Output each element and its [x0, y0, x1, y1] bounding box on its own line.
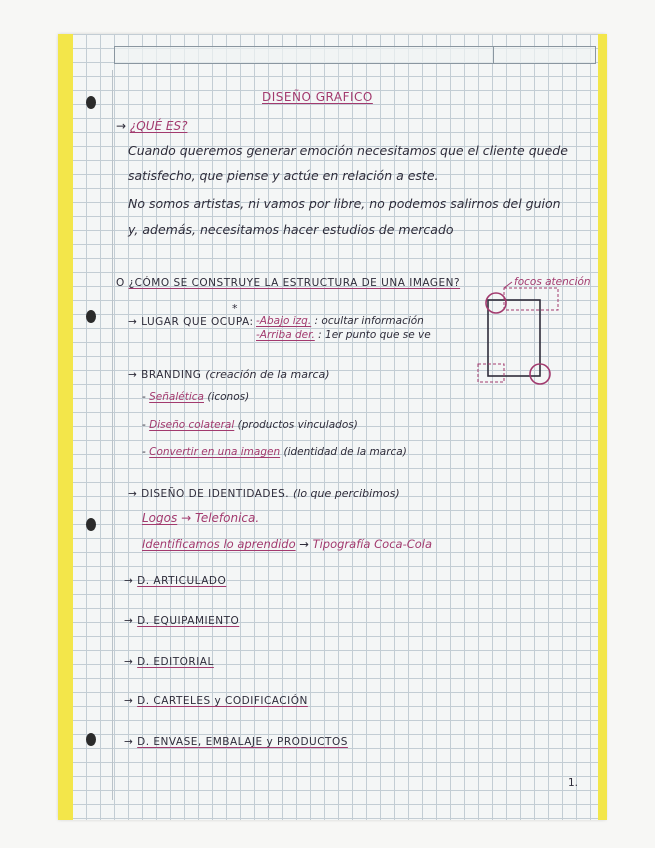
branding-heading: → BRANDING (creación de la marca): [128, 368, 330, 381]
star-mark: *: [232, 302, 238, 315]
paragraph-line: Cuando queremos generar emoción necesitamos que el cliente quede: [128, 143, 568, 158]
section-heading-que-es: → ¿QUÉ ES?: [116, 119, 188, 133]
highlight-strip-right: [598, 34, 607, 820]
design-type-item: → D. EQUIPAMIENTO: [124, 615, 240, 627]
paragraph-line: y, además, necesitamos hacer estudios de mercado: [128, 222, 454, 237]
lugar-heading: → LUGAR QUE OCUPA:: [128, 316, 254, 328]
focus-points-diagram: [474, 280, 590, 390]
highlight-strip-left: [58, 34, 73, 820]
branding-item: - Convertir en una imagen (identidad de la marca): [142, 446, 407, 458]
punch-hole: [86, 96, 96, 109]
page-number: 1.: [568, 777, 579, 789]
branding-item: - Señalética (iconos): [142, 391, 250, 403]
lugar-line-1: -Abajo izq. : ocultar información: [256, 315, 424, 327]
punch-hole: [86, 518, 96, 531]
identidades-line-1: Logos → Telefonica.: [142, 511, 260, 525]
punch-hole: [86, 310, 96, 323]
lugar-line-2: -Arriba der. : 1er punto que se ve: [256, 329, 431, 341]
paragraph-line: No somos artistas, ni vamos por libre, no podemos salirnos del guion: [128, 196, 561, 211]
branding-item: - Diseño colateral (productos vinculados): [142, 419, 358, 431]
header-box: [114, 46, 596, 64]
margin-line: [112, 70, 113, 800]
punch-hole: [86, 733, 96, 746]
identidades-heading: → DISEÑO DE IDENTIDADES. (lo que percibimos): [128, 487, 400, 500]
diagram-label: focos atención: [514, 276, 591, 288]
design-type-item: → D. ENVASE, EMBALAJE y PRODUCTOS: [124, 736, 348, 748]
identidades-line-2: Identificamos lo aprendido → Tipografía Coca-Cola: [142, 537, 433, 551]
paragraph-line: satisfecho, que piense y actúe en relación a este.: [128, 168, 439, 183]
section-heading-como: O ¿CÓMO SE CONSTRUYE LA ESTRUCTURA DE UNA IMAGEN?: [116, 277, 461, 289]
design-type-item: → D. EDITORIAL: [124, 656, 214, 668]
page-title: DISEÑO GRAFICO: [262, 90, 373, 104]
design-type-item: → D. ARTICULADO: [124, 575, 227, 587]
design-type-item: → D. CARTELES y CODIFICACIÓN: [124, 695, 308, 707]
